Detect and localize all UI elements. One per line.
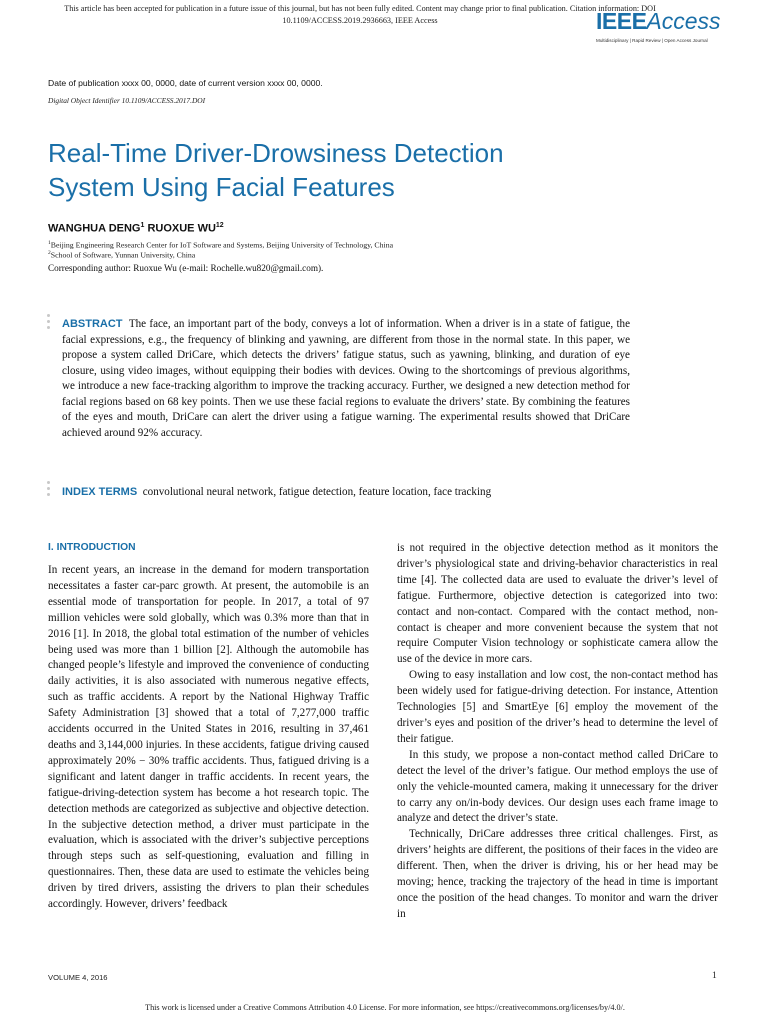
affil-sup: 1 [48, 240, 51, 246]
logo-tagline: Multidisciplinary | Rapid Review | Open Access Journal [596, 38, 708, 43]
ieee-access-logo [596, 8, 731, 50]
affil-text: Beijing Engineering Research Center for IoT Software and Systems, Beijing University of Technology, China [50, 240, 394, 250]
notice-line-2: 10.1109/ACCESS.2019.2936663, IEEE Access [282, 16, 438, 25]
affiliation-2 [48, 248, 195, 261]
page-number: 1 [712, 971, 717, 981]
left-column [48, 563, 369, 913]
affil-text: School of Software, Yunnan University, China [50, 250, 196, 260]
logo-access-text: Access [646, 8, 721, 34]
paragraph: In this study, we propose a non-contact method called DriCare to detect the level of the driver’s fatigue. Our method employs the use of only the vehicle-mounted camera, making it unnecessary for the driver to carry any on/in-body devices. Our design uses each frame image to analyze and detect the driver’s state. [397, 748, 718, 825]
author-affil-sup: 12 [215, 222, 224, 229]
section-heading-introduction: I. INTRODUCTION [48, 542, 136, 553]
publication-date: Date of publication xxxx 00, 0000, date of current version xxxx 00, 0000. [48, 78, 323, 88]
abstract-block [62, 317, 630, 441]
logo-ieee-text: IEEE [596, 8, 647, 34]
paragraph: In recent years, an increase in the demand for modern transportation necessitates a faster car-parc growth. At present, the automobile is an essential mode of transportation for people. In 2017, a total of 97 million vehicles were sold globally, which was 0.3% more than that in 2016 [1]. In 2018, the global total estimation of the number of vehicles being used was more than 1 billion [2]. Although the automobile has changed people’s lifestyle and improved the convenience of conducting daily activities, it is also associated with numerous negative effects, such as traffic accidents. A report by the National Highway Traffic Safety Administration [3] showed that a total of 7,277,000 traffic accidents occurred in the United States in 2016, resulting in 37,461 deaths and 3,144,000 injuries. In these accidents, fatigue driving caused approximately 20% − 30% traffic accidents. Thus, fatigued driving is a significant and latent danger in traffic accidents. In recent years, the fatigue-driving-detection system has become a hot research topic. The detection methods are categorized as subjective and objective detection. In the subjective detection method, a driver must participate in the evaluation, which is associated with the driver’s subjective perceptions through steps such as self-questioning, evaluation and filling in questionnaires. Then, these data are used to estimate the vehicles being driven by tired drivers, assisting the drivers to plan their schedules accordingly. However, drivers’ feedback [48, 564, 369, 911]
author-affil-sup: 1 [140, 222, 145, 229]
license-notice: This work is licensed under a Creative Commons Attribution 4.0 License. For more information, see https://creativecommons.org/licenses/by/4.0/. [145, 1003, 625, 1012]
acceptance-notice [40, 3, 680, 27]
right-column [397, 541, 718, 923]
paragraph: Owing to easy installation and low cost, the non-contact method has been widely used for fatigue-driving detection. For instance, Attention Technologies [5] and SmartEye [6] employ the movement of the driver’s eyes and position of the driver’s head to determine the level of their fatigue. [397, 669, 718, 745]
abstract-text: The face, an important part of the body, conveys a lot of information. When a driver is in a state of fatigue, the facial expressions, e.g., the frequency of blinking and yawning, are different from those in the normal state. In this paper, we propose a system called DriCare, which detects the drivers’ fatigue status, such as yawning, blinking, and duration of eye closure, using video images, without equipping their bodies with devices. Owing to the shortcomings of previous algorithms, we introduce a new face-tracking algorithm to improve the tracking accuracy. Further, we designed a new detection method for facial regions based on 68 key points. Then we use these facial regions to evaluate the drivers’ state. By combining the features of the eyes and mouth, DriCare can alert the driver using a fatigue warning. The experimental results showed that DriCare achieved around 92% accuracy. [62, 318, 630, 439]
abstract-label: ABSTRACT [62, 318, 123, 330]
paper-title [48, 136, 708, 204]
index-terms-label: INDEX TERMS [62, 486, 138, 498]
abstract-marker-dots [46, 314, 52, 332]
author-list [48, 222, 224, 235]
index-terms-text: convolutional neural network, fatigue detection, feature location, face tracking [142, 486, 492, 498]
index-terms-marker-dots [46, 481, 52, 499]
doi-line: Digital Object Identifier 10.1109/ACCESS.2017.DOI [48, 96, 206, 105]
notice-line-1: This article has been accepted for publication in a future issue of this journal, but has not been fully edited. Content may change prior to final publication. Citation information: DOI [64, 4, 656, 13]
author-name: RUOXUE WU [147, 222, 216, 235]
index-terms-block [62, 485, 662, 500]
corresponding-author: Corresponding author: Ruoxue Wu (e-mail: Rochelle.wu820@gmail.com). [48, 263, 324, 273]
paragraph: Technically, DriCare addresses three critical challenges. First, as drivers’ heights are different, the positions of their faces in the video are different. Then, when the driver is driving, his or her head may be moving; hence, tracking the trajectory of the head in time is important once the position of the head changes. To monitor and warn the driver in [397, 828, 718, 920]
paragraph: is not required in the objective detection method as it monitors the driver’s physiological state and driving-behavior characteristics in real time [4]. The collected data are used to evaluate the driver’s level of fatigue. Furthermore, objective detection is categorized into two: contact and non-contact. Compared with the contact method, non-contact is cheaper and more convenient because the system that not require Computer Vision technology or sophisticate camera allow the use of the device in more cars. [397, 542, 718, 666]
affil-sup: 2 [48, 250, 51, 256]
author-name: WANGHUA DENG [48, 222, 141, 235]
title-line-1: Real-Time Driver-Drowsiness Detection [48, 138, 504, 168]
title-line-2: System Using Facial Features [48, 172, 395, 202]
footer-volume: VOLUME 4, 2016 [48, 973, 108, 982]
